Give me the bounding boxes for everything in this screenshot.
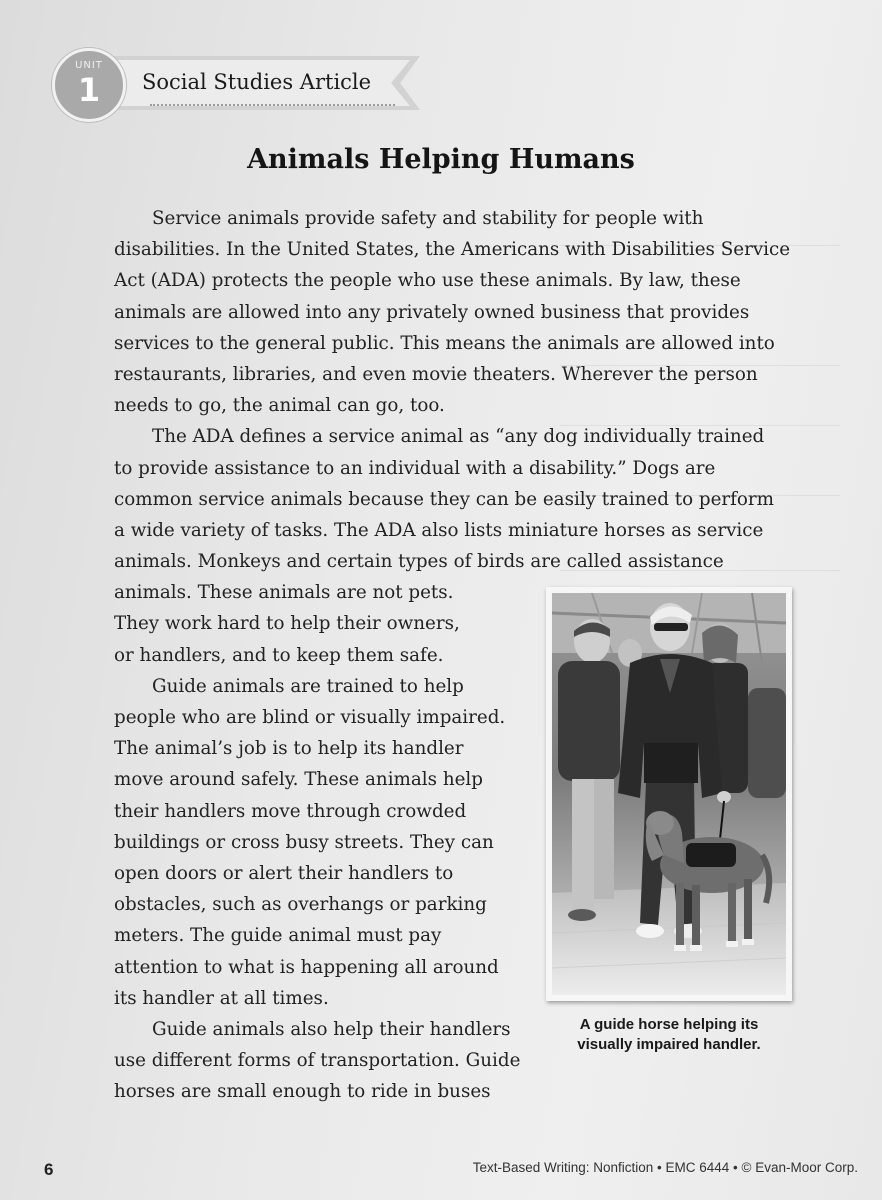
article-line: its handler at all times. (114, 987, 329, 1009)
article-line: use different forms of transportation. Guide (114, 1050, 521, 1072)
unit-label: UNIT (75, 60, 103, 71)
article-line: a wide variety of tasks. The ADA also lists miniature horses as service (114, 519, 764, 541)
article-line: services to the general public. This means the animals are allowed into (114, 332, 775, 354)
article-line: move around safely. These animals help (114, 769, 483, 791)
article-line: horses are small enough to ride in buses (114, 1081, 491, 1103)
article-title: Animals Helping Humans (247, 144, 635, 175)
article-line: meters. The guide animal must pay (114, 925, 442, 947)
unit-badge (52, 48, 126, 122)
unit-number: 1 (77, 71, 101, 109)
unit-banner (50, 48, 420, 118)
article-line: Act (ADA) protects the people who use these animals. By law, these (114, 270, 741, 292)
article-line: restaurants, libraries, and even movie theaters. Wherever the person (114, 363, 758, 385)
footer-credit: Text-Based Writing: Nonfiction • EMC 6444 • © Evan-Moor Corp. (472, 1160, 858, 1175)
article-line: obstacles, such as overhangs or parking (114, 894, 487, 916)
article-line: animals. Monkeys and certain types of birds are called assistance (114, 551, 724, 573)
guide-horse-photo (552, 593, 786, 995)
article-line: Guide animals also help their handlers (152, 1018, 511, 1040)
section-title: Social Studies Article (142, 70, 372, 94)
caption-line: visually impaired handler. (577, 1036, 761, 1053)
article-line: attention to what is happening all around (114, 956, 499, 978)
article-line: The animal’s job is to help its handler (114, 738, 464, 760)
article-line: Guide animals are trained to help (152, 675, 464, 697)
article-line: They work hard to help their owners, (114, 613, 460, 635)
article-line: animals. These animals are not pets. (114, 582, 454, 604)
photo-frame (546, 587, 792, 1001)
article-line: to provide assistance to an individual with a disability.” Dogs are (114, 457, 716, 479)
article-line: or handlers, and to keep them safe. (114, 644, 444, 666)
article-line: buildings or cross busy streets. They can (114, 831, 494, 853)
article-line: their handlers move through crowded (114, 800, 467, 822)
article-line: animals are allowed into any privately owned business that provides (114, 301, 750, 323)
photo-caption (546, 1015, 792, 1055)
article-line: The ADA defines a service animal as “any dog individually trained (152, 426, 765, 448)
page-number: 6 (44, 1160, 54, 1179)
banner-dotted-line (150, 104, 395, 106)
article-line: common service animals because they can be easily trained to perform (114, 488, 774, 510)
article-line: needs to go, the animal can go, too. (114, 395, 445, 417)
caption-line: A guide horse helping its (579, 1016, 759, 1033)
article-line: people who are blind or visually impaired. (114, 707, 506, 728)
article-line: disabilities. In the United States, the Americans with Disabilities Service (114, 239, 791, 261)
article-line: Service animals provide safety and stability for people with (152, 208, 704, 229)
article-line: open doors or alert their handlers to (114, 862, 454, 884)
